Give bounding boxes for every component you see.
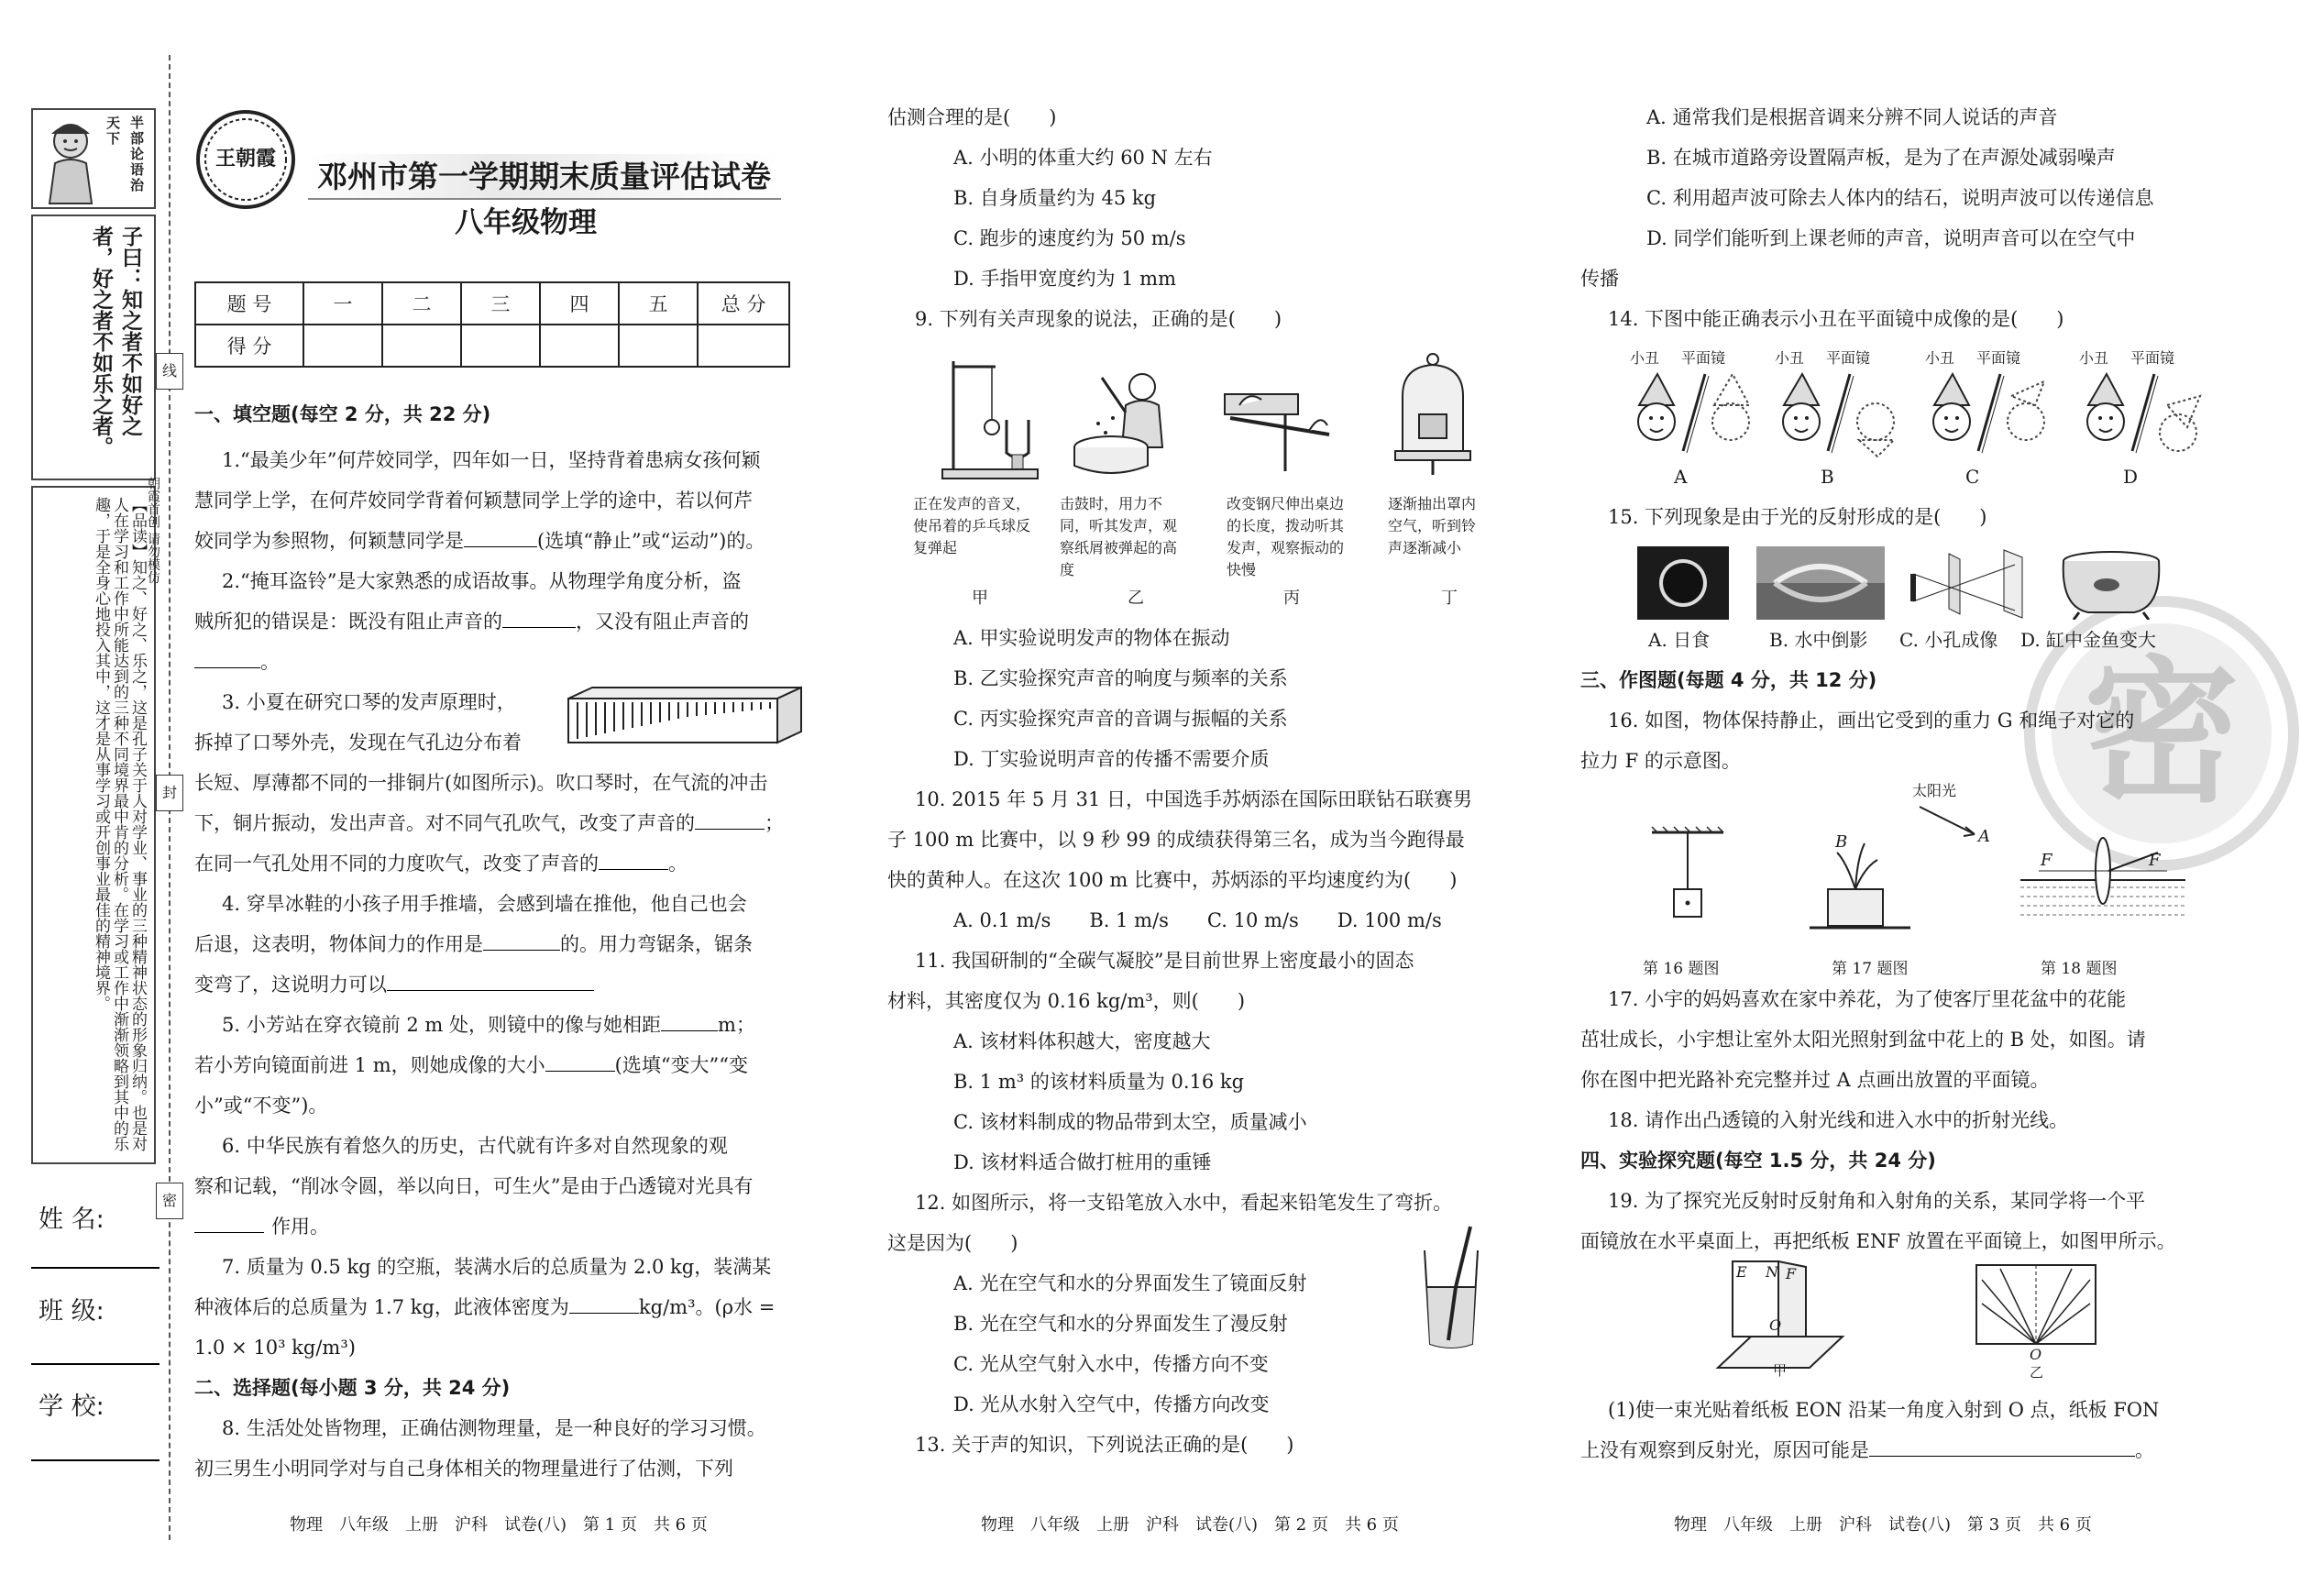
fig15-option-a: A. 日食	[1648, 629, 1711, 651]
fig14-group	[1626, 347, 2213, 493]
section-1-title: 一、填空题(每空 2 分，共 22 分)	[194, 403, 491, 425]
page-footer-1: 物理 八年级 上册 沪科 试卷(八) 第 1 页 共 6 页	[290, 1515, 708, 1535]
fig9-drum	[1071, 359, 1181, 479]
q7-line-c: 1.0 × 10³ kg/m³)	[194, 1337, 356, 1359]
logo-text: 王朝霞	[215, 147, 276, 171]
score-cell: 题 号	[195, 282, 303, 325]
q13-option-b: B. 在城市道路旁设置隔声板，是为了在声源处减弱噪声	[1646, 147, 2116, 169]
q8-option-a: A. 小明的体重大约 60 N 左右	[953, 147, 1213, 169]
quote-box	[31, 215, 156, 480]
fold-mark-1: 线	[156, 353, 183, 390]
fig14-mirror-label: 平面镜	[1681, 349, 1726, 367]
q3-text-semicolon: ；	[765, 812, 784, 834]
fig18-caption: 第 18 题图	[2041, 960, 2118, 978]
q18-stem: 18. 请作出凸透镜的入射光线和进入水中的折射光线。	[1608, 1109, 2069, 1131]
score-cell: 二	[382, 282, 461, 325]
fig14-mirror-label: 平面镜	[1826, 349, 1871, 367]
quote-text: 子曰：知之者不如好之者，好之者不如乐之者。	[89, 226, 142, 457]
score-cell: 总 分	[698, 282, 789, 325]
fig14-clown-label: 小丑	[1775, 349, 1805, 367]
q19-text: 上没有观察到反射光，原因可能是	[1580, 1439, 1869, 1461]
q3-line-a: 3. 小夏在研究口琴的发声原理时，	[222, 691, 516, 713]
fig19-label-f: F	[1786, 1265, 1797, 1282]
q11-option-d: D. 该材料适合做打桩用的重锤	[953, 1151, 1212, 1173]
scholar-illustration	[39, 116, 103, 205]
q19-line-a: 19. 为了探究光反射时反射角和入射角的关系，某同学将一个平	[1608, 1190, 2146, 1212]
fig15-option-b: B. 水中倒影	[1769, 629, 1868, 651]
fig9-label-2: 乙	[1128, 589, 1144, 608]
q11-option-a: A. 该材料体积越大，密度越大	[953, 1030, 1211, 1052]
watermark-text: 密	[2083, 643, 2239, 824]
q12-option-d: D. 光从水射入空气中，传播方向改变	[953, 1393, 1270, 1415]
page-footer-3: 物理 八年级 上册 沪科 试卷(八) 第 3 页 共 6 页	[1674, 1515, 2092, 1535]
fig15-option-c: C. 小孔成像	[1899, 629, 1998, 651]
q3-text: 下，铜片振动，发出声音。对不同气孔吹气，改变了声音的	[194, 812, 695, 834]
fig9-caption-2: 击鼓时，用力不同，听其发声，观察纸屑被弹起的高度	[1060, 495, 1178, 578]
q4-text-2: 变弯了，这说明力可以	[194, 974, 387, 996]
fig17-point-b: B	[1835, 832, 1848, 852]
q1-text-end: (选填“静止”或“运动”)的。	[537, 530, 765, 552]
score-table	[194, 281, 790, 368]
q5-answer-blank-1[interactable]	[661, 1030, 718, 1031]
q7-text-unit: kg/m³。(ρ水 =	[638, 1296, 776, 1318]
q11-line-a: 11. 我国研制的“全碳气凝胶”是目前世界上密度最小的固态	[915, 950, 1414, 972]
score-cell: 三	[461, 282, 540, 325]
q5-text: 5. 小芳站在穿衣镜前 2 m 处，则镜中的像与她相距	[222, 1014, 662, 1036]
exam-title: 邓州市第一学期期末质量评估试卷	[317, 159, 771, 194]
score-cell: 得 分	[195, 325, 303, 367]
fig15-pinhole	[1903, 546, 2031, 620]
section-2-title: 二、选择题(每小题 3 分，共 24 分)	[194, 1377, 511, 1399]
fig16-hanging-block	[1646, 825, 1729, 935]
fig12-pencil-in-water	[1419, 1223, 1483, 1351]
fig17-caption: 第 17 题图	[1832, 960, 1909, 978]
fig19-label-yi: 乙	[2030, 1364, 2044, 1381]
q5-text-hint: (选填“变大”“变	[614, 1054, 749, 1076]
q5-line-b	[194, 1045, 748, 1085]
q8-line-b: 初三男生小明同学对与自己身体相关的物理量进行了估测，下列	[194, 1458, 733, 1480]
score-input[interactable]	[619, 325, 698, 367]
fig15-fishbowl	[2052, 546, 2171, 620]
fig19b-label-o: O	[2030, 1346, 2042, 1363]
q16-line-a: 16. 如图，物体保持静止，画出它受到的重力 G 和绳子对它的	[1608, 710, 2135, 732]
q8-option-b: B. 自身质量约为 45 kg	[953, 187, 1157, 209]
q9-option-c: C. 丙实验探究声音的音调与振幅的关系	[953, 708, 1288, 730]
q19-line-d	[1580, 1430, 2154, 1470]
q8-line-a: 8. 生活处处皆物理，正确估测物理量，是一种良好的学习习惯。	[222, 1417, 766, 1439]
q13-option-d: D. 同学们能听到上课老师的声音，说明声音可以在空气中	[1646, 227, 2136, 249]
q3-text-end: 。	[668, 853, 688, 875]
q6-text-end: 作用。	[271, 1216, 329, 1238]
fig18-lens-water	[2020, 834, 2185, 935]
fig14-mirror-label: 平面镜	[2130, 349, 2175, 367]
fig9-label-1: 甲	[972, 589, 988, 608]
school-label: 学 校:	[39, 1392, 105, 1421]
score-input[interactable]	[698, 325, 789, 367]
fig17-flowerpot	[1810, 779, 2011, 944]
q12-option-c: C. 光从空气射入水中，传播方向不变	[953, 1353, 1269, 1375]
score-table-header-row	[195, 282, 789, 325]
fold-mark-2: 封	[156, 775, 183, 811]
fig14-option-c: C	[1965, 466, 1980, 488]
score-input[interactable]	[461, 325, 540, 367]
q5-text-unit: m；	[718, 1014, 755, 1036]
q12-line-a: 12. 如图所示，将一支铅笔放入水中，看起来铅笔发生了弯折。	[915, 1192, 1453, 1214]
score-cell: 五	[619, 282, 698, 325]
q15-stem: 15. 下列现象是由于光的反射形成的是( )	[1608, 506, 1987, 528]
fig14-mirror-label: 平面镜	[1976, 349, 2021, 367]
q14-stem: 14. 下图中能正确表示小丑在平面镜中成像的是( )	[1608, 308, 2064, 330]
q2-text-mid: ，又没有阻止声音的	[576, 611, 749, 633]
q2-line-a: 2.“掩耳盗铃”是大家熟悉的成语故事。从物理学角度分析，盗	[222, 570, 742, 592]
fig9-caption-1: 正在发声的音叉，使吊着的乒乓球反复弹起	[913, 495, 1031, 556]
q10-line-b: 子 100 m 比赛中，以 9 秒 99 的成绩获得第三名，成为当今跑得最	[887, 829, 1465, 851]
q13-stem: 13. 关于声的知识，下列说法正确的是( )	[915, 1434, 1294, 1456]
fig18-focus-left: F	[2041, 851, 2052, 870]
fig9-bell-jar	[1392, 350, 1474, 479]
q6-answer-blank[interactable]	[194, 1232, 264, 1233]
q2-line-b	[194, 601, 749, 642]
q11-option-b: B. 1 m³ 的该材料质量为 0.16 kg	[953, 1071, 1245, 1093]
q19-answer-blank[interactable]	[1869, 1456, 2135, 1457]
score-table-score-row	[195, 325, 789, 367]
fig9-caption-4: 逐渐抽出罩内空气，听到铃声逐渐减小	[1388, 495, 1477, 556]
q10-options: A. 0.1 m/s B. 1 m/s C. 10 m/s D. 100 m/s	[953, 909, 1442, 931]
fig14-clown-label: 小丑	[1925, 349, 1955, 367]
q5-answer-blank-2[interactable]	[545, 1071, 615, 1072]
q8-option-d: D. 手指甲宽度约为 1 mm	[953, 268, 1176, 290]
page-footer-2: 物理 八年级 上册 沪科 试卷(八) 第 2 页 共 6 页	[981, 1515, 1399, 1535]
fig19-label-o: O	[1769, 1316, 1782, 1334]
class-field[interactable]	[31, 1363, 160, 1365]
q2-answer-blank-2[interactable]	[194, 667, 260, 668]
q2-line-c	[194, 642, 280, 682]
q7-line-b	[194, 1287, 775, 1327]
q6-line-c	[194, 1206, 329, 1247]
q5-line-c: 小”或“不变”)。	[194, 1095, 328, 1117]
q12-line-b: 这是因为( )	[887, 1232, 1018, 1254]
fold-mark-3: 密	[156, 1183, 183, 1219]
fig18-focus-right: F	[2149, 851, 2161, 870]
q4-line-b	[194, 924, 753, 964]
q3-answer-blank-2[interactable]	[599, 869, 668, 870]
q19-line-b: 面镜放在水平桌面上，再把纸板 ENF 放置在平面镜上，如图甲所示。	[1580, 1230, 2176, 1252]
fig16-caption: 第 16 题图	[1643, 960, 1720, 978]
score-cell: 一	[303, 282, 382, 325]
q4-answer-blank-2[interactable]	[387, 990, 594, 991]
section-4-title: 四、实验探究题(每空 1.5 分，共 24 分)	[1580, 1150, 1936, 1172]
book-title-box	[31, 108, 156, 209]
q5-line-a	[222, 1005, 755, 1045]
q3-text-2: 在同一气孔处用不同的力度吹气，改变了声音的	[194, 853, 599, 875]
q11-line-b: 材料，其密度仅为 0.16 kg/m³，则( )	[887, 990, 1246, 1012]
score-input[interactable]	[303, 325, 382, 367]
fig14-option-b: B	[1821, 466, 1834, 488]
fig19-label-jia: 甲	[1773, 1362, 1788, 1379]
q9-option-b: B. 乙实验探究声音的响度与频率的关系	[953, 667, 1288, 689]
q3-answer-blank-1[interactable]	[695, 829, 765, 830]
fig15-reflection	[1756, 546, 1885, 620]
q3-line-e	[194, 843, 688, 884]
school-field[interactable]	[31, 1459, 160, 1461]
fig14-clown-label: 小丑	[1630, 349, 1660, 367]
q10-line-c: 快的黄种人。在这次 100 m 比赛中，苏炳添的平均速度约为( )	[887, 869, 1458, 891]
q2-answer-blank-1[interactable]	[502, 627, 576, 628]
reading-text: 【品读】知之、好之、乐之，这是孔子关于人对学业、事业的三种精神状态的形象归纳。也是对人在学习和工作中所能达到的三种不同境界最中肯的分析。在学习或工作中渐渐领略到其中的乐趣，于是全身心地投入其中，这才是从事学习或开创事业最佳的精神境界。	[92, 497, 147, 1151]
name-label: 姓 名:	[39, 1205, 105, 1234]
fig14-option-d: D	[2123, 466, 2139, 488]
fig17-sun-label: 太阳光	[1912, 782, 1957, 799]
q6-line-b: 察和记载，“削冰令圆，举以向日，可生火”是由于凸透镜对光具有	[194, 1175, 754, 1197]
q7-text: 种液体后的总质量为 1.7 kg，此液体密度为	[194, 1296, 569, 1318]
q19-line-c: (1)使一束光贴着纸板 EON 沿某一角度入射到 O 点，纸板 FON	[1608, 1399, 2160, 1421]
q8-line-c: 估测合理的是( )	[887, 106, 1057, 128]
q1-line-b: 慧同学上学，在何芹姣同学背着何颖慧同学上学的途中，若以何芹	[194, 490, 753, 512]
q17-line-c: 你在图中把光路补充完整并过 A 点画出放置的平面镜。	[1580, 1069, 2050, 1091]
q3-line-d	[194, 803, 784, 843]
q7-line-a: 7. 质量为 0.5 kg 的空瓶，装满水后的总质量为 2.0 kg，装满某	[222, 1256, 772, 1278]
q17-line-b: 茁壮成长，小宇想让室外太阳光照射到盆中花上的 B 处，如图。请	[1580, 1029, 2146, 1051]
fig17-point-a: A	[1978, 827, 1990, 846]
q2-text: 贼所犯的错误是：既没有阻止声音的	[194, 611, 502, 633]
q5-text-2: 若小芳向镜面前进 1 m，则她成像的大小	[194, 1054, 545, 1076]
q4-line-a: 4. 穿旱冰鞋的小孩子用手推墙，会感到墙在推他，他自己也会	[222, 893, 747, 915]
section-3-title: 三、作图题(每题 4 分，共 12 分)	[1580, 669, 1877, 691]
fig14-option-a: A	[1674, 466, 1688, 488]
q13-option-a: A. 通常我们是根据音调来分辨不同人说话的声音	[1646, 106, 2058, 128]
fig9-label-4: 丁	[1441, 589, 1458, 608]
harmonica-figure	[565, 684, 805, 746]
name-field[interactable]	[31, 1267, 160, 1269]
fig9-label-3: 丙	[1283, 589, 1300, 608]
q16-line-b: 拉力 F 的示意图。	[1580, 750, 1741, 772]
q1-text: 姣同学为参照物，何颖慧同学是	[194, 530, 464, 552]
score-cell: 四	[540, 282, 619, 325]
class-label: 班 级:	[39, 1297, 105, 1326]
q2-text-end: 。	[260, 651, 280, 673]
fig15-option-d: D. 缸中金鱼变大	[2020, 629, 2157, 651]
fig9-tuning-fork	[935, 354, 1045, 482]
q1-line-c	[194, 521, 765, 561]
fig15-eclipse	[1637, 546, 1729, 620]
score-input[interactable]	[540, 325, 619, 367]
fig14-clown-label: 小丑	[2079, 349, 2109, 367]
reading-box	[31, 486, 156, 1164]
q1-answer-blank[interactable]	[464, 546, 537, 547]
q4-text-mid: 的。用力弯锯条，锯条	[560, 933, 753, 955]
q6-line-a: 6. 中华民族有着悠久的历史，古代就有许多对自然现象的观	[222, 1135, 728, 1157]
brand-note: 朝霞首创 请勿模仿	[146, 477, 160, 584]
q13-option-c: C. 利用超声波可除去人体内的结石，说明声波可以传递信息	[1646, 187, 2154, 209]
q12-option-b: B. 光在空气和水的分界面发生了漫反射	[953, 1313, 1288, 1335]
q11-option-c: C. 该材料制成的物品带到太空，质量减小	[953, 1111, 1307, 1133]
q10-line-a: 10. 2015 年 5 月 31 日，中国选手苏炳添在国际田联钻石联赛男	[915, 788, 1472, 810]
q9-stem: 9. 下列有关声现象的说法，正确的是( )	[915, 308, 1282, 330]
book-title: 半部论语治天下	[105, 116, 145, 193]
q3-line-c: 长短、厚薄都不同的一排铜片(如图所示)。吹口琴时，在气流的冲击	[194, 772, 768, 794]
fig9-ruler	[1221, 385, 1331, 473]
fig9-caption-3: 改变钢尺伸出桌边的长度，拨动听其发声，观察振动的快慢	[1227, 495, 1345, 578]
exam-subtitle: 八年级物理	[455, 206, 597, 239]
q9-option-d: D. 丁实验说明声音的传播不需要介质	[953, 748, 1270, 770]
q1-line-a: 1.“最美少年”何芹姣同学，四年如一日，坚持背着患病女孩何颖	[222, 449, 761, 471]
q13-option-d-cont: 传播	[1580, 268, 1619, 290]
fig19-ray-diagram	[1973, 1261, 2101, 1381]
q9-option-a: A. 甲实验说明发声的物体在振动	[953, 627, 1230, 649]
fig14-drawings	[1626, 369, 2213, 460]
q12-option-a: A. 光在空气和水的分界面发生了镜面反射	[953, 1272, 1307, 1294]
fig19-label-e: E	[1736, 1263, 1747, 1281]
q4-answer-blank-1[interactable]	[483, 950, 560, 951]
q4-line-c	[194, 964, 594, 1005]
fig19-label-n: N	[1766, 1263, 1778, 1281]
q8-option-c: C. 跑步的速度约为 50 m/s	[953, 227, 1186, 249]
q17-line-a: 17. 小宇的妈妈喜欢在家中养花，为了使客厅里花盆中的花能	[1608, 988, 2127, 1010]
score-input[interactable]	[382, 325, 461, 367]
q3-line-b: 拆掉了口琴外壳，发现在气孔边分布着	[194, 732, 522, 754]
q19-text-end: 。	[2135, 1439, 2154, 1461]
q7-answer-blank[interactable]	[569, 1313, 639, 1314]
logo	[194, 108, 297, 211]
q4-text: 后退，这表明，物体间力的作用是	[194, 933, 483, 955]
fig19-paper-board	[1714, 1258, 1852, 1377]
